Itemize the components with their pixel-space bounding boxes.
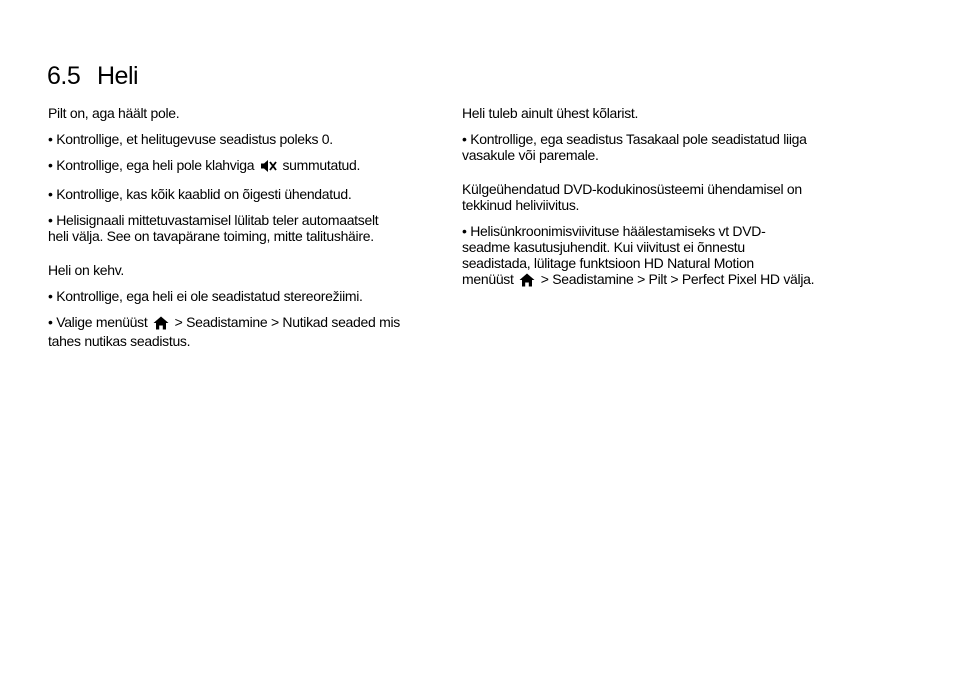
audio-sync-line4-a: menüüst (462, 271, 514, 287)
check-balance (462, 131, 862, 163)
no-signal-note-line2: heli välja. See on tavapärane toiming, mitte talitushäire. (48, 228, 374, 244)
check-mute-text-b: summutatud. (282, 157, 361, 173)
select-smart-text-a: • Valige menüüst (48, 314, 148, 330)
section-title: Heli (97, 62, 139, 90)
audio-sync-line3: seadistada, lülitage funktsioon HD Natural Motion (462, 255, 754, 271)
check-balance-line1: • Kontrollige, ega seadistus Tasakaal pole seadistatud liiga (462, 131, 807, 147)
audio-sync-line2: seadme kasutusjuhendit. Kui viivitust ei õnnestu (462, 239, 745, 255)
no-signal-note (48, 212, 440, 244)
check-mute (48, 157, 440, 176)
problem-audio-delay (462, 181, 862, 213)
problem-poor-sound: Heli on kehv. (48, 262, 124, 278)
check-volume: • Kontrollige, et helitugevuse seadistus poleks 0. (48, 131, 333, 147)
left-column (48, 105, 440, 359)
select-smart-text-b: > Seadistamine > Nutikad seaded mis (174, 314, 400, 330)
problem-one-speaker: Heli tuleb ainult ühest kõlarist. (462, 105, 639, 121)
section-number: 6.5 (47, 62, 81, 90)
section-heading (47, 60, 138, 92)
audio-sync-line1: • Helisünkroonimisviivituse häälestamiseks vt DVD- (462, 223, 766, 239)
problem-audio-delay-line2: tekkinud heliviivitus. (462, 197, 580, 213)
no-signal-note-line1: • Helisignaali mittetuvastamisel lülitab teler automaatselt (48, 212, 379, 228)
right-column (462, 105, 862, 300)
check-mute-text-a: • Kontrollige, ega heli pole klahviga (48, 157, 255, 173)
audio-sync-line4-b: > Seadistamine > Pilt > Perfect Pixel HD välja. (540, 271, 815, 287)
check-balance-line2: vasakule või paremale. (462, 147, 599, 163)
problem-audio-delay-line1: Külgeühendatud DVD-kodukinosüsteemi ühendamisel on (462, 181, 802, 197)
check-cables: • Kontrollige, kas kõik kaablid on õigesti ühendatud. (48, 186, 352, 202)
problem-no-sound: Pilt on, aga häält pole. (48, 105, 180, 121)
home-icon (153, 316, 169, 333)
select-smart-line2: tahes nutikas seadistus. (48, 333, 191, 349)
select-smart-settings (48, 314, 440, 349)
mute-icon (260, 159, 277, 176)
home-icon (519, 273, 535, 290)
check-stereo: • Kontrollige, ega heli ei ole seadistatud stereorežiimi. (48, 288, 363, 304)
audio-sync-note (462, 223, 862, 290)
